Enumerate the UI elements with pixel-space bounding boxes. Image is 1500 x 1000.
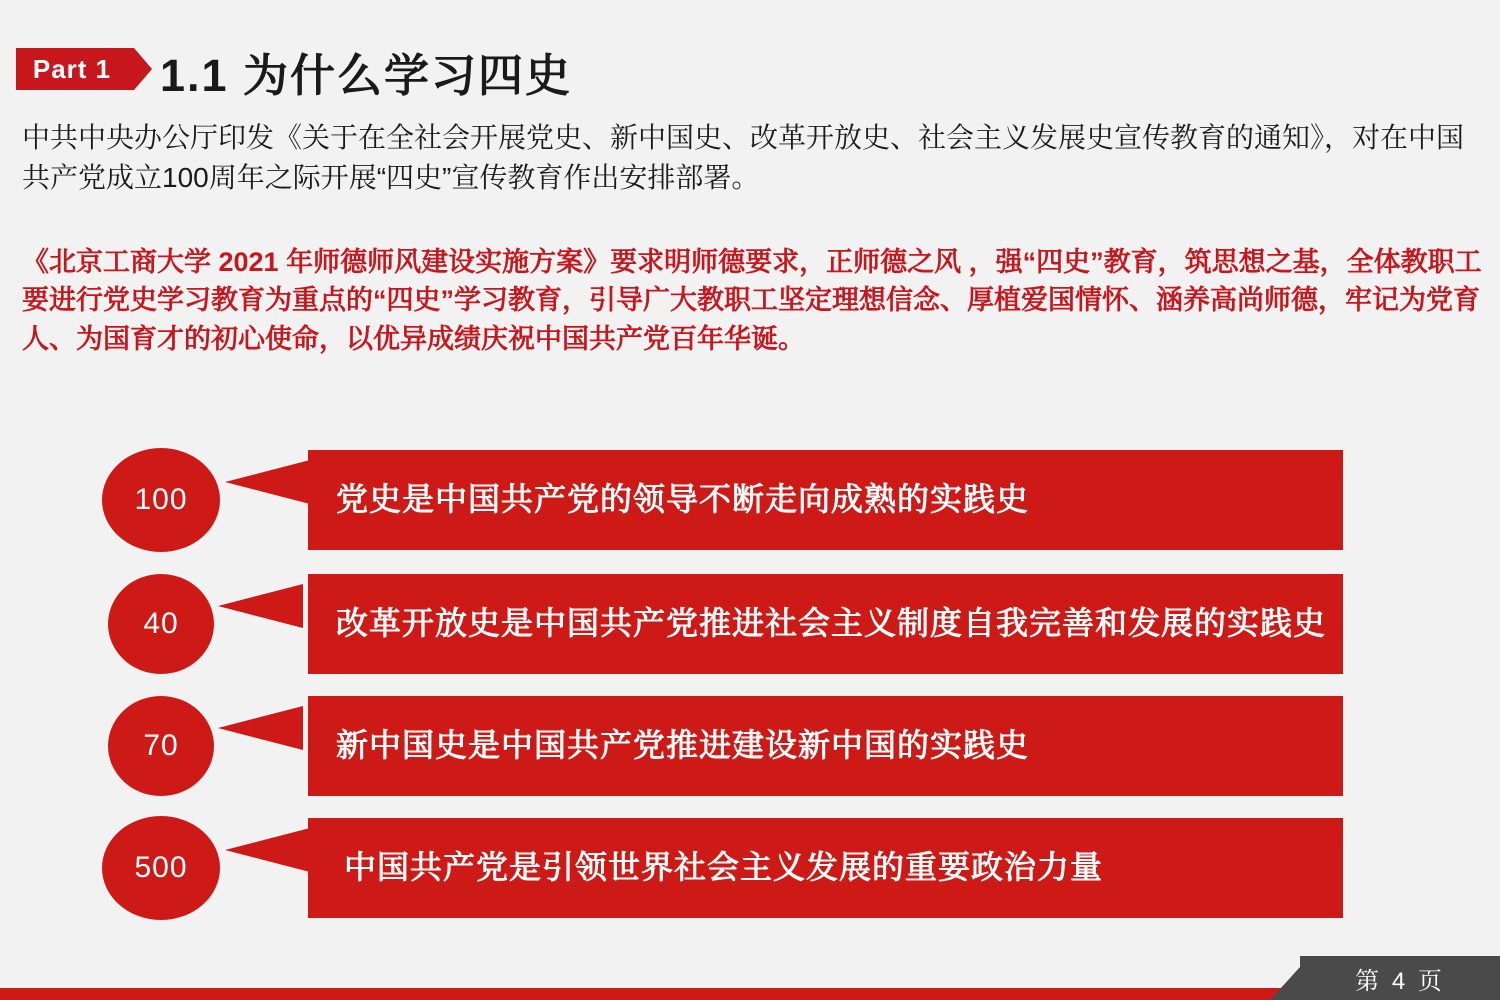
list-item [0, 574, 1500, 686]
point-text: 党史是中国共产党的领导不断走向成熟的实践史 [336, 481, 1030, 518]
point-bar [308, 450, 1343, 550]
slide-footer [0, 956, 1500, 1000]
highlight-paragraph: 《北京工商大学 2021 年师德师风建设实施方案》要求明师德要求，正师德之风 ，强“四史”教育，筑思想之基，全体教职工要进行党史学习教育为重点的“四史”学习教育，引导广大教职工坚定理想信念、厚植爱国情怀、涵养高尚师德，牢记为党育人、为国育才的初心使命，以优异成绩庆祝中国共产党百年华诞。 [22, 247, 1482, 354]
list-item [0, 818, 1500, 930]
point-text: 中国共产党是引领世界社会主义发展的重要政治力量 [344, 849, 1104, 886]
slide-header [0, 24, 1500, 101]
part-badge-arrow-icon [134, 48, 152, 90]
point-number-badge: 70 [108, 696, 214, 796]
point-number-badge: 40 [108, 574, 214, 674]
point-bar [308, 696, 1343, 796]
page-title: 1.1 为什么学习四史 [160, 50, 573, 101]
point-bar [308, 818, 1343, 918]
points-list [0, 450, 1500, 930]
point-bar [308, 574, 1343, 674]
point-number-badge: 500 [102, 816, 220, 920]
intro-paragraph: 中共中央办公厅印发《关于在全社会开展党史、新中国史、改革开放史、社会主义发展史宣传教育的通知》，对在中国共产党成立100周年之际开展“四史”宣传教育作出安排部署。 [22, 122, 1465, 193]
point-number-badge: 100 [102, 448, 220, 552]
list-item [0, 696, 1500, 808]
point-arrow-icon [225, 828, 310, 872]
point-arrow-icon [218, 584, 303, 628]
point-arrow-icon [225, 460, 310, 504]
page-number: 第 4 页 [1300, 956, 1500, 1000]
point-arrow-icon [218, 706, 303, 750]
point-text: 改革开放史是中国共产党推进社会主义制度自我完善和发展的实践史 [336, 605, 1327, 642]
list-item [0, 450, 1500, 562]
point-text: 新中国史是中国共产党推进建设新中国的实践史 [336, 727, 1030, 764]
part-badge: Part 1 [16, 48, 134, 90]
